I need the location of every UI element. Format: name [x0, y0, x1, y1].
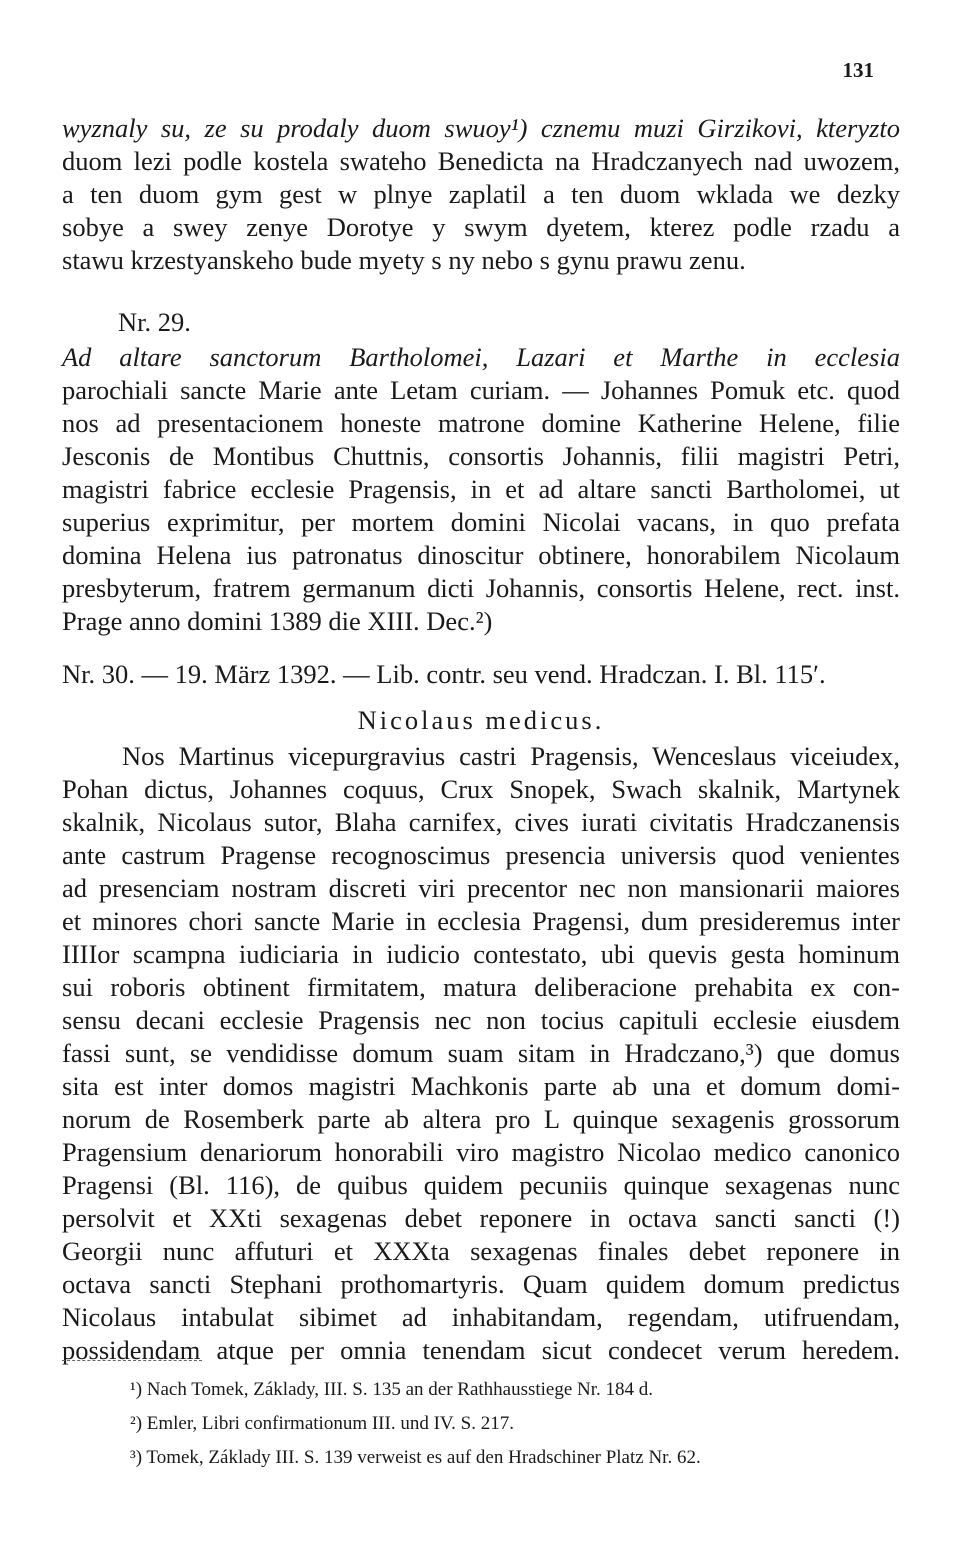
entry-30-line: Nicolaus intabulat sibimet ad inhabitandam, regendam, utifruendam, [62, 1302, 900, 1332]
entry-30-line: Pragensium denariorum honorabili viro magistro Nicolao medico canonico [62, 1137, 900, 1167]
entry-29-line: domina Helena ius patronatus dinoscitur obtinere, honorabilem Nicolaum [62, 540, 900, 570]
entry-30-line: ad presenciam nostram discreti viri precentor nec non mansionarii maiores [62, 873, 900, 903]
entry-number-29: Nr. 29. [118, 307, 191, 337]
entry-30-title: Nicolaus medicus. [357, 705, 605, 735]
entry-29-line: nos ad presentacionem honeste matrone domine Katherine Helene, filie [62, 408, 900, 438]
footnote: ²) Emler, Libri confirmationum III. und IV. S. 217. [130, 1413, 514, 1434]
entry-30-line: possidendam atque per omnia tenendam sicut condecet verum heredem. [62, 1335, 900, 1365]
entry-29-line: magistri fabrice ecclesie Pragensis, in et ad altare sancti Bartholomei, ut [62, 474, 900, 504]
text-line: wyznaly su, ze su prodaly duom swuoy¹) cznemu muzi Girzikovi, kteryzto [62, 113, 900, 143]
entry-29-line: Ad altare sanctorum Bartholomei, Lazari et Marthe in ecclesia [62, 342, 900, 372]
text-line: duom lezi podle kostela swateho Benedicta na Hradczanyech nad uwozem, [62, 146, 900, 176]
entry-30-line: et minores chori sancte Marie in ecclesia Pragensi, dum presideremus inter [62, 906, 900, 936]
footnote: ³) Tomek, Základy III. S. 139 verweist es auf den Hradschiner Platz Nr. 62. [130, 1447, 701, 1468]
entry-30-line: sensu decani ecclesie Pragensis nec non tocius capituli ecclesie eiusdem [62, 1005, 900, 1035]
entry-30-line: IIIIor scampna iudiciaria in iudicio contestato, ubi quevis gesta hominum [62, 939, 900, 969]
entry-30-line: sui roboris obtinent firmitatem, matura deliberacione prehabita ex con- [62, 972, 900, 1002]
text-line: stawu krzestyanskeho bude myety s ny nebo s gynu prawu zenu. [62, 245, 746, 275]
entry-30-line: fassi sunt, se vendidisse domum suam sitam in Hradczano,³) que domus [62, 1038, 900, 1068]
entry-number-30: Nr. 30. — 19. März 1392. — Lib. contr. seu vend. Hradczan. I. Bl. 115ʹ. [62, 659, 826, 689]
page-number: 131 [842, 58, 874, 82]
entry-30-line: Georgii nunc affuturi et XXXta sexagenas finales debet reponere in [62, 1236, 900, 1266]
entry-29-line: Jesconis de Montibus Chuttnis, consortis Johannis, filii magistri Petri, [62, 441, 900, 471]
entry-30-line: octava sancti Stephani prothomartyris. Quam quidem domum predictus [62, 1269, 900, 1299]
entry-30-line: persolvit et XXti sexagenas debet reponere in octava sancti sancti (!) [62, 1203, 900, 1233]
entry-30-line: Nos Martinus vicepurgravius castri Pragensis, Wenceslaus viceiudex, [122, 741, 900, 771]
footnote: ¹) Nach Tomek, Základy, III. S. 135 an der Rathhausstiege Nr. 184 d. [130, 1379, 654, 1400]
entry-29-line: Prage anno domini 1389 die XIII. Dec.²) [62, 606, 493, 636]
entry-30-line: ante castrum Pragense recognoscimus presencia universis quod venientes [62, 840, 900, 870]
text-line: a ten duom gym gest w plnye zaplatil a ten duom wklada we dezky [62, 179, 900, 209]
entry-29-line: presbyterum, fratrem germanum dicti Johannis, consortis Helene, rect. inst. [62, 573, 900, 603]
entry-30-line: norum de Rosemberk parte ab altera pro L quinque sexagenis grossorum [62, 1104, 900, 1134]
text-line: sobye a swey zenye Dorotye y swym dyetem, kterez podle rzadu a [62, 212, 900, 242]
entry-30-line: Pohan dictus, Johannes coquus, Crux Snopek, Swach skalnik, Martynek [62, 774, 900, 804]
entry-29-line: superius exprimitur, per mortem domini Nicolai vacans, in quo prefata [62, 507, 900, 537]
entry-30-line: Pragensi (Bl. 116), de quibus quidem pecuniis quinque sexagenas nunc [62, 1170, 900, 1200]
entry-29-line: parochiali sancte Marie ante Letam curiam. — Johannes Pomuk etc. quod [62, 375, 900, 405]
entry-30-line: sita est inter domos magistri Machkonis parte ab una et domum domi- [62, 1071, 900, 1101]
footnote-separator [62, 1360, 202, 1361]
entry-30-line: skalnik, Nicolaus sutor, Blaha carnifex, cives iurati civitatis Hradczanensis [62, 807, 900, 837]
